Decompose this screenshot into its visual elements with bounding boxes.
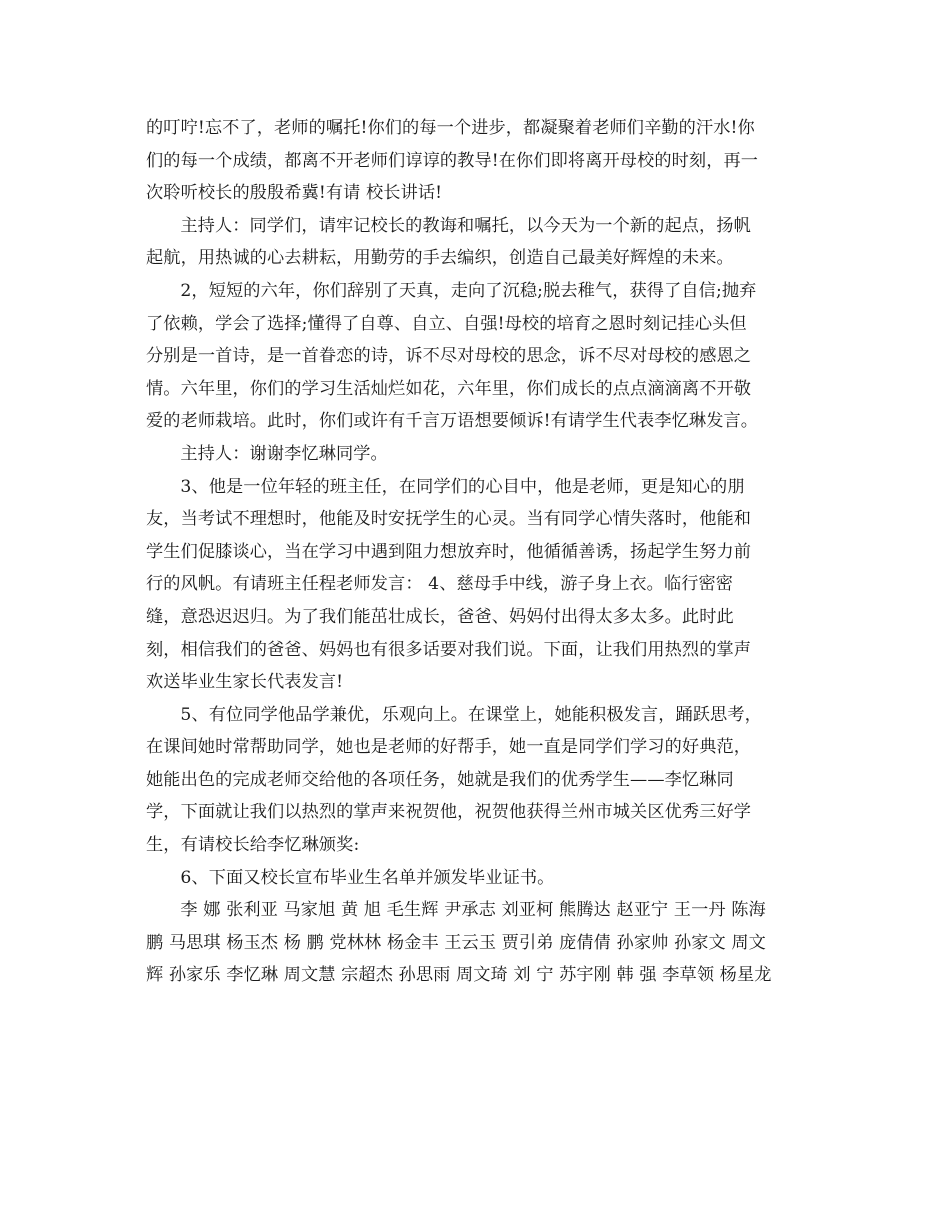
text-line: 情。六年里，你们的学习生活灿烂如花，六年里，你们成长的点点滴滴离不开敬	[146, 378, 752, 399]
text-line: 她能出色的完成老师交给他的各项任务，她就是我们的优秀学生——李忆琳同	[146, 769, 734, 790]
text-line: 欢送毕业生家长代表发言!	[146, 672, 344, 693]
text-line: 们的每一个成绩，都离不开老师们谆谆的教导!在你们即将离开母校的时刻，再一	[146, 150, 759, 171]
text-line: 起航，用热诚的心去耕耘，用勤劳的手去编织，创造自己最美好辉煌的未来。	[146, 248, 734, 269]
text-line: 2，短短的六年，你们辞别了天真，走向了沉稳;脱去稚气，获得了自信;抛弃	[180, 280, 757, 301]
text-line: 分别是一首诗，是一首眷恋的诗，诉不尽对母校的思念，诉不尽对母校的感恩之	[146, 346, 752, 367]
paragraph-item-6	[146, 862, 806, 895]
text-line: 学生们促膝谈心，当在学习中遇到阻力想放弃时，他循循善诱，扬起学生努力前	[146, 541, 752, 562]
paragraph-item-5	[146, 699, 806, 862]
text-line: 辉 孙家乐 李忆琳 周文慧 宗超杰 孙思雨 周文琦 刘 宁 苏宇刚 韩 强 李草领 杨星龙	[146, 965, 772, 986]
paragraph-host-remarks	[146, 210, 806, 275]
text-line: 行的风帆。有请班主任程老师发言： 4、慈母手中线，游子身上衣。临行密密	[146, 574, 734, 595]
text-line: 刻，相信我们的爸爸、妈妈也有很多话要对我们说。下面，让我们用热烈的掌声	[146, 639, 752, 660]
text-line: 友，当考试不理想时，他能及时安抚学生的心灵。当有同学心情失落时，他能和	[146, 509, 752, 530]
text-line: 生，有请校长给李忆琳颁奖:	[146, 835, 360, 856]
text-line: 的叮咛!忘不了，老师的嘱托!你们的每一个进步，都凝聚着老师们辛勤的汗水!你	[146, 118, 755, 138]
text-line: 李 娜 张利亚 马家旭 黄 旭 毛生辉 尹承志 刘亚柯 熊腾达 赵亚宁 王一丹 陈海	[180, 900, 766, 921]
text-line: 鹏 马思琪 杨玉杰 杨 鹏 党林林 杨金丰 王云玉 贾引弟 庞倩倩 孙家帅 孙家文 周文	[146, 932, 766, 953]
text-line: 3、他是一位年轻的班主任，在同学们的心目中，他是老师，更是知心的朋	[180, 476, 745, 497]
paragraph-graduate-names	[146, 894, 806, 992]
text-line: 主持人：谢谢李忆琳同学。	[180, 443, 388, 464]
text-line: 次聆听校长的殷殷希冀!有请 校长讲话!	[146, 183, 443, 204]
text-line: 爱的老师栽培。此时，你们或许有千言万语想要倾诉!有请学生代表李忆琳发言。	[146, 411, 759, 432]
text-line: 学，下面就让我们以热烈的掌声来祝贺他，祝贺他获得兰州市城关区优秀三好学	[146, 802, 752, 823]
text-line: 在课间她时常帮助同学，她也是老师的好帮手，她一直是同学们学习的好典范，	[146, 737, 752, 758]
text-line: 主持人：同学们，请牢记校长的教诲和嘱托，以今天为一个新的起点，扬帆	[180, 215, 751, 236]
paragraph-item-2	[146, 275, 806, 438]
text-line: 5、有位同学他品学兼优，乐观向上。在课堂上，她能积极发言，踊跃思考，	[180, 704, 762, 725]
text-line: 了依赖，学会了选择;懂得了自尊、自立、自强!母校的培育之恩时刻记挂心头但	[146, 313, 747, 334]
text-line: 缝，意恐迟迟归。为了我们能茁壮成长，爸爸、妈妈付出得太多太多。此时此	[146, 606, 734, 627]
text-line: 6、下面又校长宣布毕业生名单并颁发毕业证书。	[180, 867, 555, 888]
document-page	[146, 112, 806, 992]
paragraph-item-3-4	[146, 471, 806, 699]
paragraph-host-thanks	[146, 438, 806, 471]
paragraph-closing-remarks	[146, 112, 806, 210]
